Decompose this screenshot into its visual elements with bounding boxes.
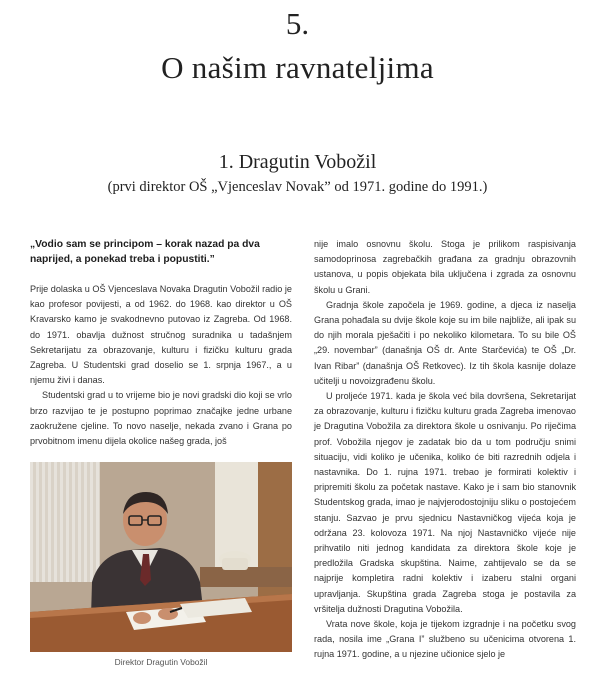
photo-caption: Direktor Dragutin Vobožil: [114, 657, 208, 667]
paragraph: nije imalo osnovnu školu. Stoga je prilikom raspisivanja samodoprinosa zagrebačkih građana za gradnju obrazovnih ustanova, u popis objekata bila uključena i zgrada za osnovnu školu u Grani.: [314, 239, 576, 295]
paragraph: Prije dolaska u OŠ Vjenceslava Novaka Dragutin Vobožil radio je kao profesor povijesti, a od 1962. do 1968. kao direktor u OŠ Kravarsko kamo je svakodnevno putovao iz Zagreba. Od 1968. do 1971. obavlja dužnost stručnog suradnika u tadašnjem Sekretarijatu za obrazovanje, kulturu i fizičku kulturu grada Zagreba. U Studentski grad doselio se 1. srpnja 1967., a u njemu živi i danas.: [30, 284, 292, 386]
pull-quote: „Vodio sam se principom – korak nazad pa dva naprijed, a ponekad treba i popustiti.”: [30, 239, 260, 266]
portrait-photo: [30, 462, 292, 652]
section-title: 1. Dragutin Vobožil: [218, 151, 377, 173]
left-column: [30, 282, 292, 449]
paragraph: Gradnja škole započela je 1969. godine, a djeca iz naselja Grana pohađala su dvije škole koje su im bile najbliže, ali ipak su do njih morala pješačiti i po nekoliko kilometara. To su bile OŠ „29. novembar” (današnja OŠ dr. Ante Starčevića) te OŠ „Dr. Ivan Ribar” (današnja OŠ Retkovec). Iz tih škola kasnije dolaze učitelji u novoizgrađenu školu.: [314, 299, 576, 386]
right-column: [314, 237, 576, 663]
chapter-title: O našim ravnateljima: [161, 50, 434, 85]
chapter-number: 5.: [285, 6, 310, 41]
section-subtitle: (prvi direktor OŠ „Vjenceslav Novak” od 1971. godine do 1991.): [107, 179, 488, 195]
paragraph: U proljeće 1971. kada je škola već bila dovršena, Sekretarijat za obrazovanje, kulturu i fizičku kulturu grada Zagreba imenovao je Dragutina Vobožila za direktora škole u osnivanju. Po riječima prof. Vobožila njegov je zadatak bio da u tom području snimi situaciju, vidi koliko je učenika, koliko će biti razrednih odjela i nastavnika. Do 1. rujna 1971. trebao je formirati kolektiv i pripremiti školu za početak nastave. Kako je i sam bio stanovnik Studentskog grada, imao je najvjerodostojniju sliku o postojećem stanju. Sazvao je prvu sjednicu Nastavničkog vijeća koja je održana 23. kolovoza 1971. Na njoj Nastavničko vijeće nije prihvatilo niti jednog kandidata za direktora škole koje je predložila Gradska skupština. Naime, zahtijevalo se da se najprije kompletira radni kolektiv i izaberu stalni organi upravljanja. Skupština grada Zagreba stoga je postavila za vršitelja dužnosti Dragutina Vobožila.: [314, 391, 576, 614]
paragraph: Vrata nove škole, koja je tijekom izgradnje i na početku svog rada, nosila ime „Grana I” službeno su učenicima otvorena 1. rujna 1971. godine, a u njezine učionice sjelo je: [314, 619, 576, 660]
paragraph: Studentski grad u to vrijeme bio je novi gradski dio koji se vrlo brzo razvijao te je postupno poprimao značajke jedne urbane zaokružene cjeline. To novo naselje, nekada zvano i Grana po prvobitnom imenu dijela okolice našeg grada, još: [30, 390, 292, 447]
